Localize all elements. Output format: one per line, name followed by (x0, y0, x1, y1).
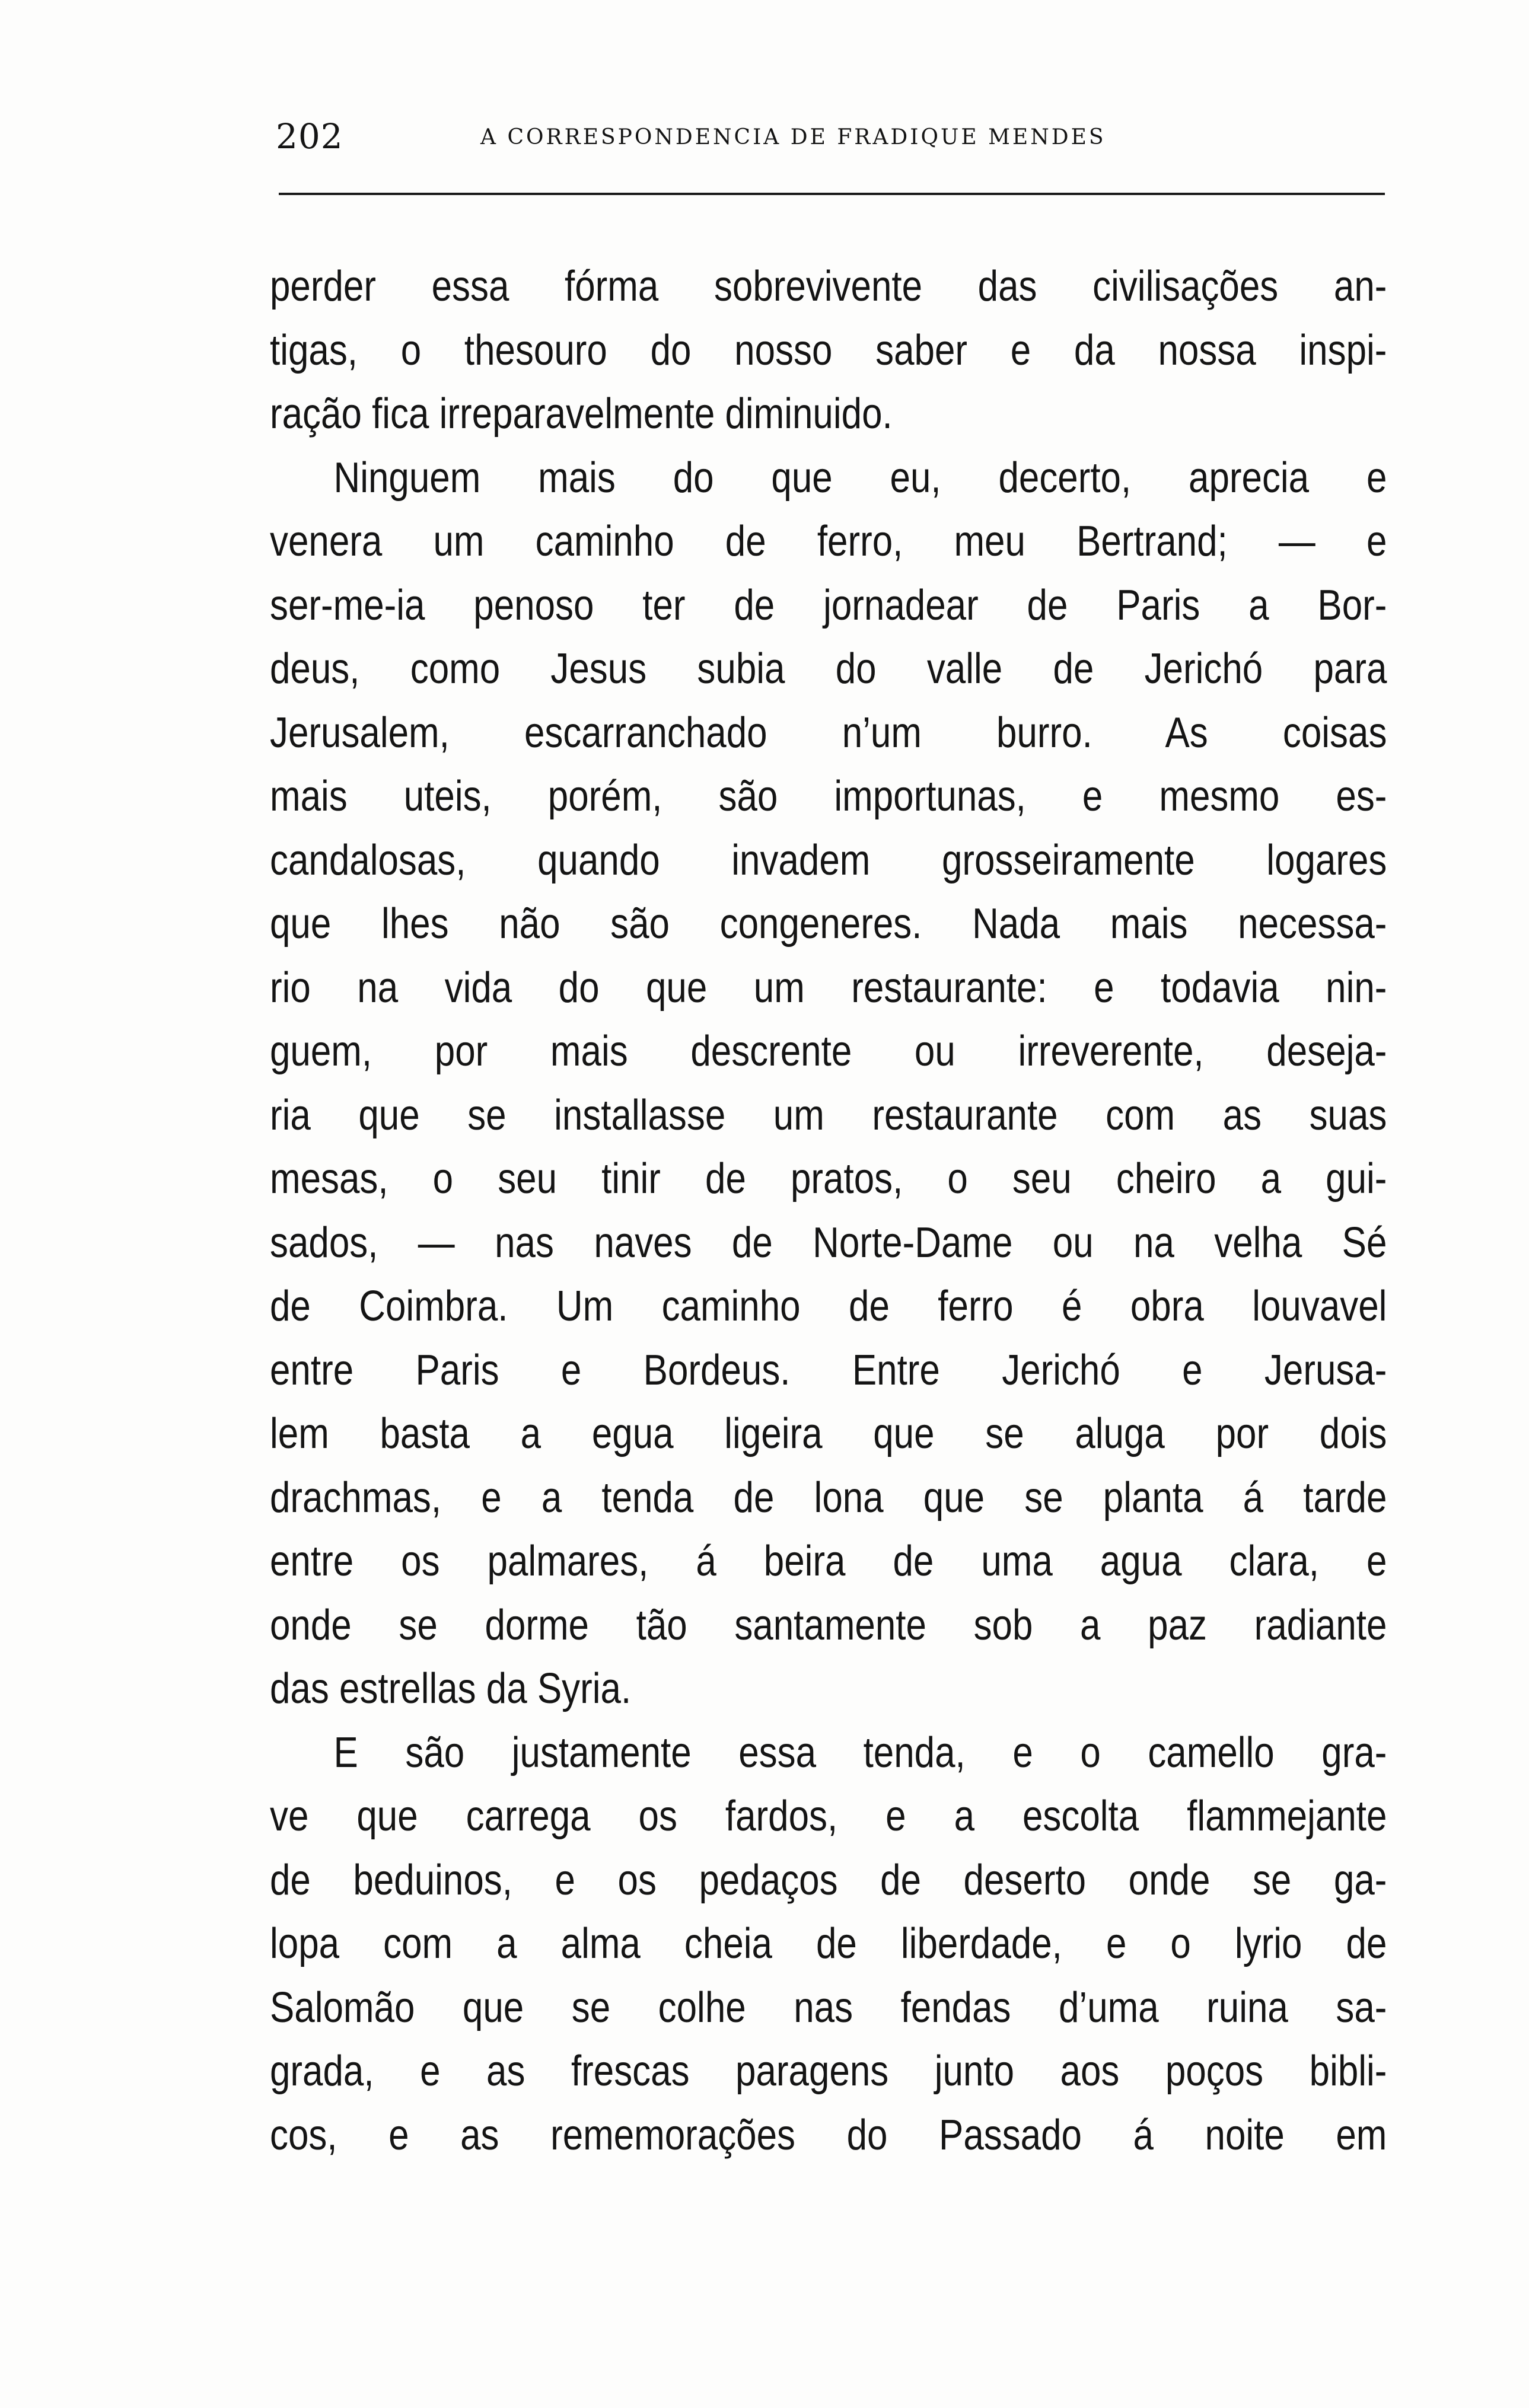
header-rule (279, 193, 1385, 195)
text-line: cos, e as rememorações do Passado á noite em (270, 2111, 1387, 2159)
text-line: entre Paris e Bordeus. Entre Jerichó e Jerusa- (270, 1346, 1387, 1394)
text-line: rio na vida do que um restaurante: e todavia nin- (270, 964, 1387, 1012)
text-line: grada, e as frescas paragens junto aos poços bibli- (270, 2047, 1387, 2095)
text-line: lem basta a egua ligeira que se aluga por dois (270, 1410, 1387, 1457)
text-line: Jerusalem, escarranchado n’um burro. As coisas (270, 709, 1387, 757)
text-line: onde se dorme tão santamente sob a paz radiante (270, 1601, 1387, 1649)
body-text (270, 255, 1387, 2167)
text-line: de beduinos, e os pedaços de deserto onde se ga- (270, 1856, 1387, 1904)
text-line: lopa com a alma cheia de liberdade, e o lyrio de (270, 1920, 1387, 1967)
text-line: E são justamente essa tenda, e o camello gra- (333, 1728, 1387, 1777)
text-line: entre os palmares, á beira de uma agua clara, e (270, 1538, 1387, 1585)
running-head (276, 113, 1391, 160)
text-line: Ninguem mais do que eu, decerto, aprecia e (333, 454, 1387, 502)
text-line: mesas, o seu tinir de pratos, o seu cheiro a gui- (270, 1155, 1387, 1203)
text-line: deus, como Jesus subia do valle de Jerichó para (270, 645, 1387, 693)
text-line: ração fica irreparavelmente diminuido. (270, 390, 893, 438)
text-line: ve que carrega os fardos, e a escolta flammejante (270, 1793, 1387, 1840)
text-line: candalosas, quando invadem grosseiramente logares (270, 836, 1387, 884)
text-line: perder essa fórma sobrevivente das civilisações an- (270, 263, 1387, 310)
text-line: de Coimbra. Um caminho de ferro é obra louvavel (270, 1283, 1387, 1330)
text-line: que lhes não são congeneres. Nada mais necessa- (270, 900, 1387, 948)
text-line: drachmas, e a tenda de lona que se planta á tarde (270, 1473, 1387, 1522)
text-line: tigas, o thesouro do nosso saber e da nossa inspi- (270, 326, 1387, 374)
text-line: ser-me-ia penoso ter de jornadear de Paris a Bor- (270, 581, 1387, 629)
page-number: 202 (276, 116, 343, 157)
text-line: venera um caminho de ferro, meu Bertrand; — e (270, 518, 1387, 565)
running-title: A CORRESPONDENCIA DE FRADIQUE MENDES (480, 125, 1106, 149)
text-line: das estrellas da Syria. (270, 1665, 632, 1712)
text-line: sados, — nas naves de Norte-Dame ou na velha Sé (270, 1219, 1387, 1267)
text-line: Salomão que se colhe nas fendas d’uma ruina sa- (270, 1983, 1387, 2031)
text-line: mais uteis, porém, são importunas, e mesmo es- (270, 773, 1387, 820)
text-line: ria que se installasse um restaurante com as suas (270, 1091, 1387, 1139)
text-line: guem, por mais descrente ou irreverente, deseja- (270, 1028, 1387, 1075)
